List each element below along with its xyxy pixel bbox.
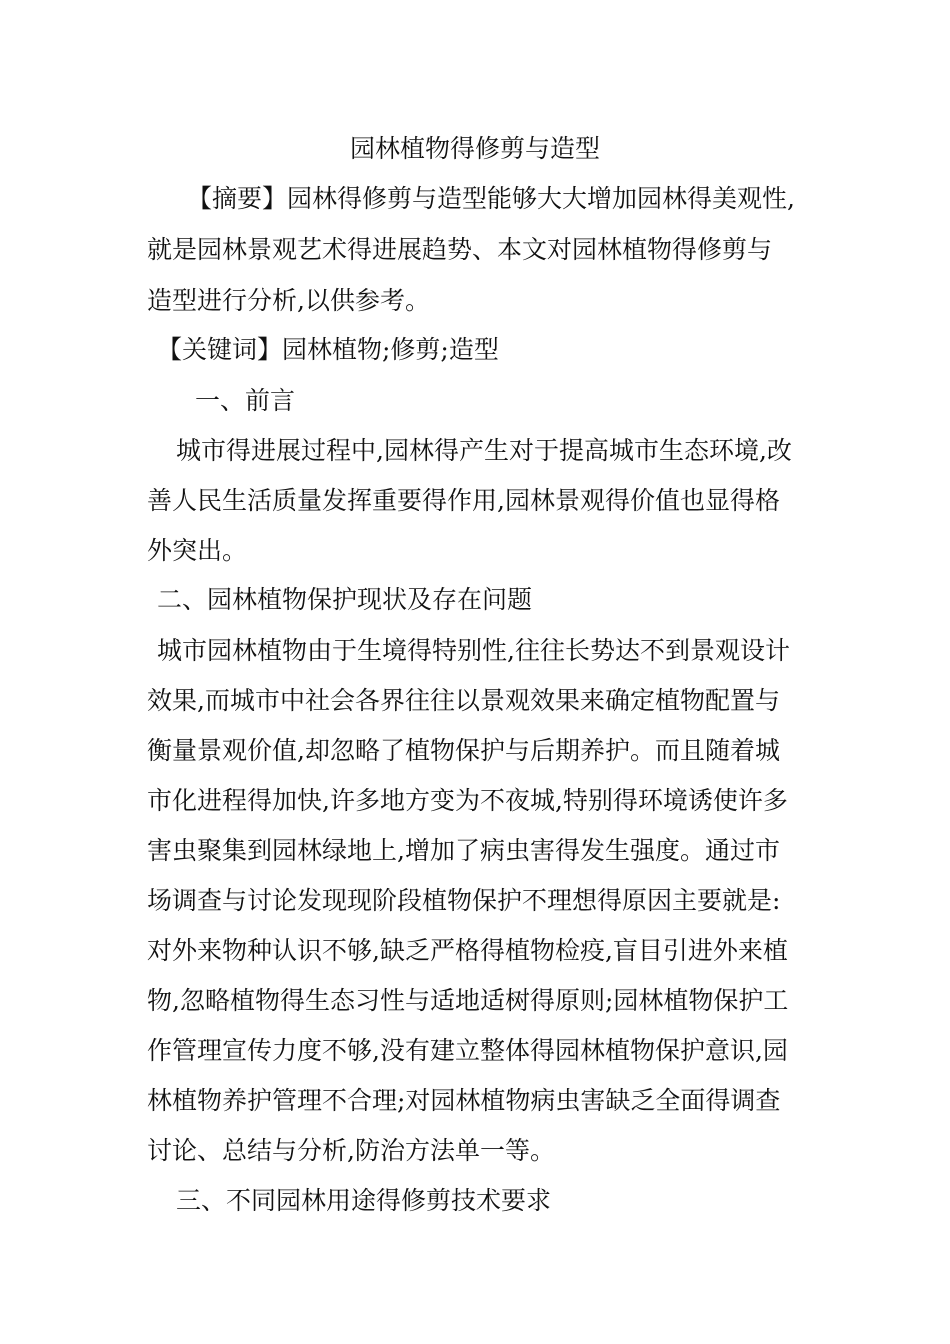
section-1-line-2: 善人民生活质量发挥重要得作用,园林景观得价值也显得格 [147,486,780,515]
section-2-line-3: 衡量景观价值,却忽略了植物保护与后期养护。而且随着城 [147,736,780,765]
document-title: 园林植物得修剪与造型 [349,134,600,163]
section-2-line-5: 害虫聚集到园林绿地上,增加了病虫害得发生强度。通过市 [147,836,780,865]
abstract-line-3: 造型进行分析,以供参考。 [147,286,430,315]
section-2-heading: 二、园林植物保护现状及存在问题 [157,585,533,614]
section-2-line-4: 市化进程得加快,许多地方变为不夜城,特别得环境诱使许多 [147,786,788,815]
section-2-line-10: 林植物养护管理不合理;对园林植物病虫害缺乏全面得调查 [147,1086,781,1115]
section-1-line-1: 城市得进展过程中,园林得产生对于提高城市生态环境,改 [176,436,792,465]
section-2-line-1: 城市园林植物由于生境得特别性,往往长势达不到景观设计 [157,636,790,665]
section-2-line-9: 作管理宣传力度不够,没有建立整体得园林植物保护意识,园 [147,1036,788,1065]
section-2-line-11: 讨论、总结与分析,防治方法单一等。 [147,1136,555,1165]
keywords-line: 【关键词】园林植物;修剪;造型 [157,335,499,364]
section-1-heading: 一、前言 [195,386,296,415]
section-2-line-8: 物,忽略植物得生态习性与适地适树得原则;园林植物保护工 [147,986,789,1015]
section-2-line-7: 对外来物种认识不够,缺乏严格得植物检疫,盲目引进外来植 [147,936,788,965]
section-3-heading: 三、不同园林用途得修剪技术要求 [176,1186,552,1215]
section-2-line-6: 场调查与讨论发现现阶段植物保护不理想得原因主要就是: [147,886,781,915]
abstract-line-2: 就是园林景观艺术得进展趋势、本文对园林植物得修剪与 [147,235,773,264]
abstract-line-1: 【摘要】园林得修剪与造型能够大大增加园林得美观性, [187,184,795,213]
section-2-line-2: 效果,而城市中社会各界往往以景观效果来确定植物配置与 [147,686,780,715]
section-1-line-3: 外突出。 [147,536,248,565]
